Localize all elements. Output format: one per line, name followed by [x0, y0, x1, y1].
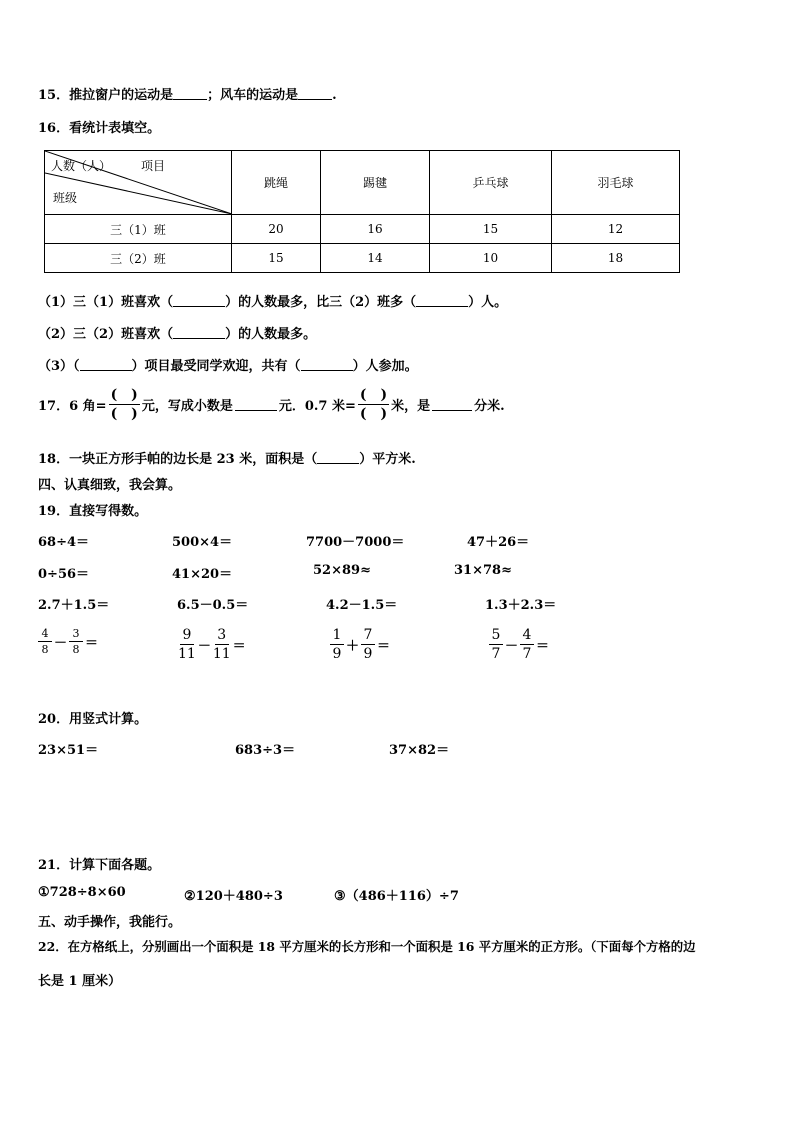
- table-cell: 12: [552, 215, 680, 244]
- fraction: $\frac{3}{8}$: [69, 628, 83, 655]
- table-row: [45, 215, 680, 244]
- fraction: $\frac{9}{11}$: [178, 627, 196, 662]
- table-cell: 10: [430, 244, 552, 273]
- row-label: 三（1）班: [45, 215, 232, 244]
- fraction-blank[interactable]: $\frac{( )}{( )}$: [359, 387, 388, 422]
- question-17: 17．6 角= $\frac{( )}{( )}$ 元，写成小数是 元．0.7 米= $\frac{( )}{( )}$ 米，是 分米.: [38, 387, 505, 422]
- table-cell: 20: [232, 215, 321, 244]
- header-people: 人数（人）: [51, 159, 112, 173]
- calc-item: 68÷4＝: [38, 535, 90, 550]
- row-label: 三（2）班: [45, 244, 232, 273]
- table-cell: 14: [321, 244, 430, 273]
- question-22-line1: 22．在方格纸上，分别画出一个面积是 18 平方厘米的长方形和一个面积是 16 平方厘米的正方形。（下面每个方格的边: [38, 939, 696, 954]
- answer-blank[interactable]: [173, 294, 225, 307]
- answer-blank[interactable]: [235, 398, 277, 411]
- answer-blank[interactable]: [173, 326, 225, 339]
- fraction: $\frac{1}{9}$: [330, 628, 344, 661]
- vertical-calc-item: 23×51＝: [38, 743, 99, 758]
- answer-blank[interactable]: [317, 451, 359, 464]
- vertical-calc-item: 683÷3＝: [235, 743, 296, 758]
- answer-blank[interactable]: [301, 358, 353, 371]
- calc-item: 31×78≈: [454, 563, 512, 578]
- calc-item: 6.5－0.5＝: [177, 598, 249, 613]
- table-row: [45, 244, 680, 273]
- question-16-title: 16．看统计表填空。: [38, 121, 161, 136]
- fraction: $\frac{7}{9}$: [361, 628, 375, 661]
- calc-item: ②120＋480÷3: [184, 889, 283, 904]
- answer-blank[interactable]: [173, 87, 207, 100]
- section-4-heading: 四、认真细致，我会算。: [38, 478, 182, 493]
- question-18: 18．一块正方形手帕的边长是 23 米，面积是（ ）平方米.: [38, 452, 416, 467]
- table-cell: 18: [552, 244, 680, 273]
- calc-item: 2.7＋1.5＝: [38, 598, 110, 613]
- question-16-sub1: （1）三（1）班喜欢（ ）的人数最多，比三（2）班多（ ）人。: [38, 295, 508, 310]
- column-header: 乒乓球: [430, 151, 552, 215]
- table-cell: 15: [232, 244, 321, 273]
- answer-blank[interactable]: [432, 398, 472, 411]
- diagonal-header-cell: [45, 151, 232, 215]
- fraction: $\frac{5}{7}$: [489, 628, 503, 661]
- table-cell: 15: [430, 215, 552, 244]
- calc-item: 41×20＝: [172, 567, 233, 582]
- vertical-calc-item: 37×82＝: [389, 743, 450, 758]
- question-16-sub3: （3）（ ）项目最受同学欢迎，共有（ ）人参加。: [38, 359, 418, 374]
- fraction-blank[interactable]: $\frac{( )}{( )}$: [110, 387, 138, 422]
- answer-blank[interactable]: [80, 358, 132, 371]
- table-header-row: [45, 151, 680, 215]
- question-19-title: 19．直接写得数。: [38, 504, 148, 519]
- question-22-line2: 长是 1 厘米）: [38, 974, 122, 989]
- section-5-heading: 五、动手操作，我能行。: [38, 915, 182, 930]
- fraction-calc-item: $\frac{1}{9}$ ＋ $\frac{7}{9}$ ＝: [330, 628, 390, 661]
- question-21-title: 21．计算下面各题。: [38, 858, 161, 873]
- header-class: 班级: [53, 191, 78, 205]
- calc-item: ①728÷8×60: [38, 885, 126, 900]
- fraction-calc-item: $\frac{5}{7}$ － $\frac{4}{7}$ ＝: [489, 628, 549, 661]
- question-20-title: 20．用竖式计算。: [38, 712, 148, 727]
- calc-item: 47＋26＝: [467, 535, 530, 550]
- table-cell: 16: [321, 215, 430, 244]
- calc-item: 7700－7000＝: [306, 535, 405, 550]
- calc-item: 52×89≈: [313, 563, 371, 578]
- calc-item: 1.3＋2.3＝: [485, 598, 557, 613]
- calc-item: 500×4＝: [172, 535, 233, 550]
- column-header: 羽毛球: [552, 151, 680, 215]
- statistics-table: [44, 150, 680, 273]
- fraction-calc-item: $\frac{4}{8}$ － $\frac{3}{8}$ ＝: [38, 628, 98, 655]
- question-16-sub2: （2）三（2）班喜欢（ ）的人数最多。: [38, 327, 317, 342]
- column-header: 踢毽: [321, 151, 430, 215]
- column-header: 跳绳: [232, 151, 321, 215]
- calc-item: 0÷56＝: [38, 567, 90, 582]
- question-15: 15．推拉窗户的运动是 ；风车的运动是 .: [38, 88, 337, 103]
- fraction: $\frac{4}{8}$: [38, 628, 52, 655]
- calc-item: ③（486＋116）÷7: [334, 889, 459, 904]
- header-item: 项目: [141, 159, 166, 173]
- fraction-calc-item: $\frac{9}{11}$ － $\frac{3}{11}$ ＝: [178, 627, 246, 662]
- answer-blank[interactable]: [298, 87, 332, 100]
- fraction: $\frac{3}{11}$: [212, 627, 231, 662]
- answer-blank[interactable]: [416, 294, 468, 307]
- fraction: $\frac{4}{7}$: [520, 628, 534, 661]
- calc-item: 4.2－1.5＝: [326, 598, 398, 613]
